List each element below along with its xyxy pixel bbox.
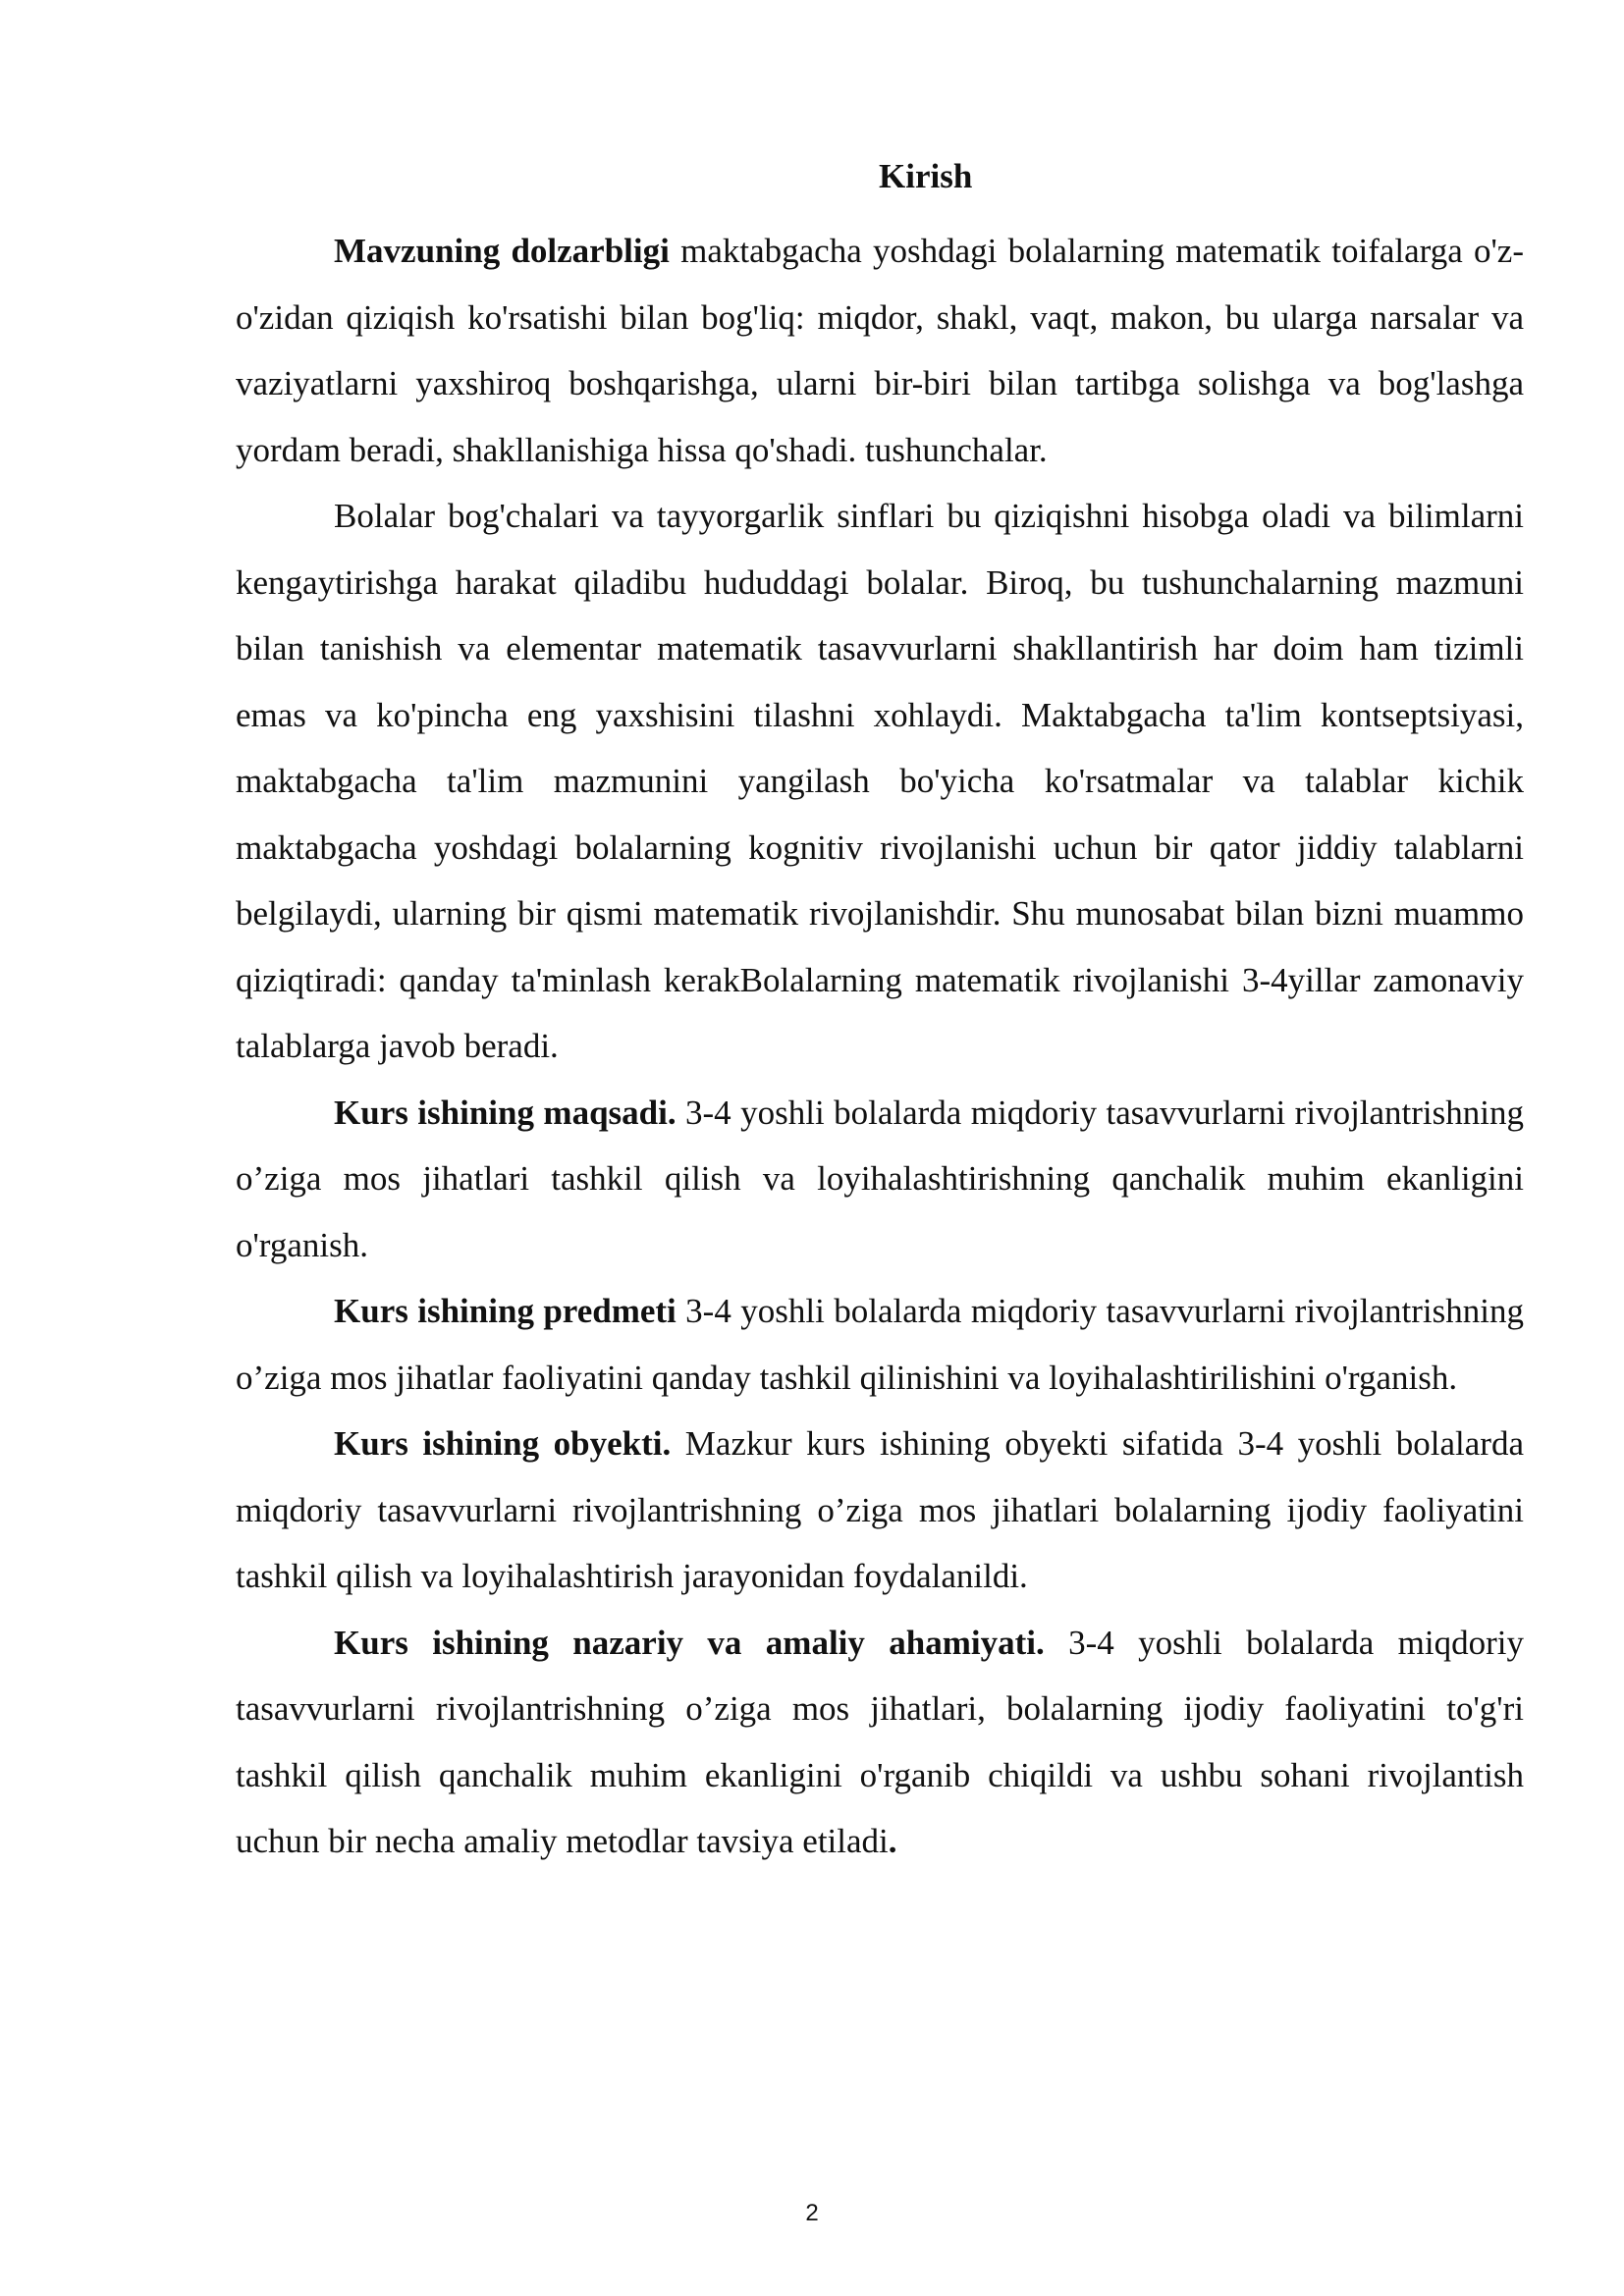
paragraph-relevance bbox=[236, 218, 1524, 483]
paragraph-body: 3-4 yoshli bolalarda miqdoriy tasavvurlarni rivojlantrishning o’ziga mos jihatlar faoliyatini qanday tashkil qilinishini va loyihalashtirilishini o'rganish. bbox=[236, 1292, 1524, 1397]
section-heading-text: Kirish bbox=[879, 157, 973, 195]
paragraph-body: Mazkur kurs ishining obyekti sifatida 3-4 yoshli bolalarda miqdoriy tasavvurlarni rivojlantrishning o’ziga mos jihatlari bolalarning ijodiy faoliyatini tashkil qilish va loyihalashtirish jarayonidan foydalanildi. bbox=[236, 1424, 1524, 1595]
paragraph-subject bbox=[236, 1278, 1524, 1411]
paragraph-body: 3-4 yoshli bolalarda miqdoriy tasavvurlarni rivojlantrishning o’ziga mos jihatlari, bolalarning ijodiy faoliyatini to'g'ri tashkil qilish qanchalik muhim ekanligini o'rganib chiqildi va ushbu sohani rivojlantish uchun bir necha amaliy metodlar tavsiya etiladi bbox=[236, 1623, 1525, 1860]
paragraph-body: Bolalar bog'chalari va tayyorgarlik sinflari bu qiziqishni hisobga oladi va bilimlarni kengaytirishga harakat qiladibu hududdagi bolalar. Biroq, bu tushunchalarning mazmuni bilan tanishish va elementar matematik tasavvurlarni shakllantirish har doim ham tizimli emas va ko'pincha eng yaxshisini tilashni xohlaydi. Maktabgacha ta'lim kontseptsiyasi, maktabgacha ta'lim mazmunini yangilash bo'yicha ko'rsatmalar va talablar kichik maktabgacha yoshdagi bolalarning kognitiv rivojlanishi uchun bir qator jiddiy talablarni belgilaydi, ularning bir qismi matematik rivojlanishdir. Shu munosabat bilan bizni muammo qiziqtiradi: qanday ta'minlash kerakBolalarning matematik rivojlanishi 3-4yillar zamonaviy talablarga javob beradi. bbox=[236, 497, 1524, 1065]
paragraph-significance bbox=[236, 1610, 1524, 1875]
paragraph-lead: Kurs ishining nazariy va amaliy ahamiyati. bbox=[334, 1623, 1045, 1662]
paragraph-lead: Mavzuning dolzarbligi bbox=[334, 232, 670, 270]
paragraph-goal bbox=[236, 1080, 1524, 1279]
page-number: 2 bbox=[805, 2200, 819, 2226]
body-text bbox=[236, 218, 1524, 1875]
paragraph-body: maktabgacha yoshdagi bolalarning matematik toifalarga o'z-o'zidan qiziqish ko'rsatishi bilan bog'liq: miqdor, shakl, vaqt, makon, bu ularga narsalar va vaziyatlarni yaxshiroq boshqarishga, ularni bir-biri bilan tartibga solishga va bog'lashga yordam beradi, shakllanishiga hissa qo'shadi. tushunchalar. bbox=[236, 232, 1524, 469]
paragraph-body: 3-4 yoshli bolalarda miqdoriy tasavvurlarni rivojlantrishning o’ziga mos jihatlari tashkil qilish va loyihalashtirishning qanchalik muhim ekanligini o'rganish. bbox=[236, 1093, 1524, 1264]
section-heading bbox=[0, 151, 1624, 202]
paragraph-lead: Kurs ishining obyekti. bbox=[334, 1424, 672, 1463]
paragraph-context bbox=[236, 483, 1524, 1080]
paragraph-lead: Kurs ishining predmeti bbox=[334, 1292, 677, 1330]
paragraph-lead: Kurs ishining maqsadi. bbox=[334, 1093, 677, 1132]
paragraph-tail: . bbox=[888, 1822, 897, 1860]
paragraph-object bbox=[236, 1411, 1524, 1610]
